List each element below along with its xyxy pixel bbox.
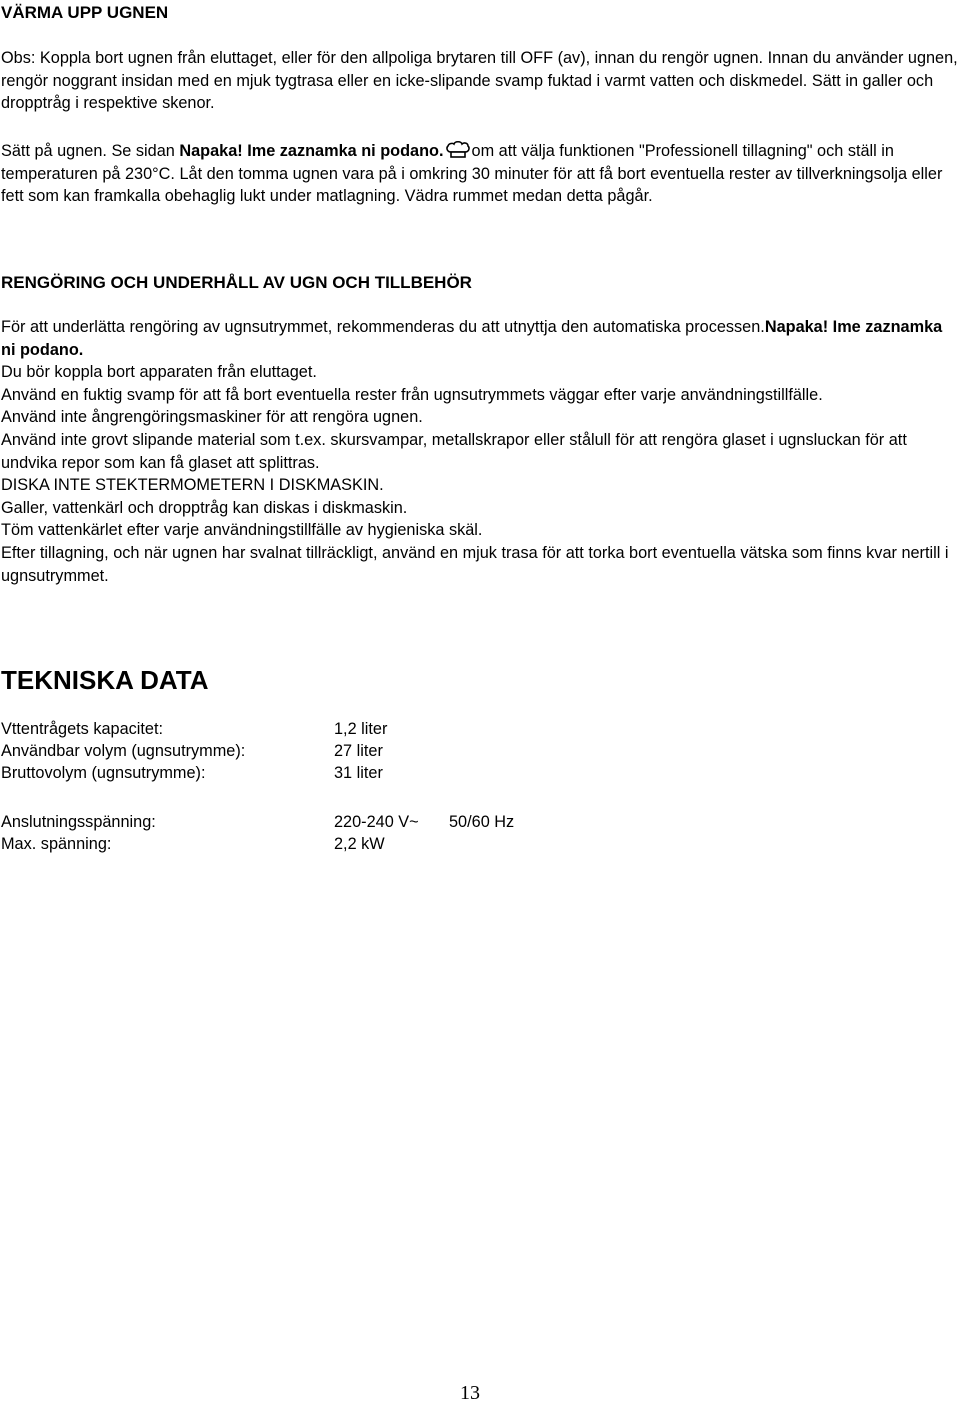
heading-rengoring: RENGÖRING OCH UNDERHÅLL AV UGN OCH TILLBEHÖR	[1, 273, 472, 292]
spec-value: 27 liter	[334, 742, 383, 760]
text-segment: om att välja funktionen "Professionell tillagning" och ställ in temperaturen på 230°C. Låt den tomma ugnen vara på i omkring 30 minuter för att få bort eventuella rester av tillverkningsolja eller fett som kan framkalla obehaglig lukt under matlagning. Vädra rummet medan detta pågår.	[1, 142, 943, 206]
cleaning-line: Töm vattenkärlet efter varje användningstillfälle av hygieniska skäl.	[1, 521, 483, 540]
spec-frequency: 50/60 Hz	[449, 813, 515, 831]
cleaning-line: DISKA INTE STEKTERMOMETERN I DISKMASKIN.	[1, 476, 384, 495]
paragraph-intro: Obs: Koppla bort ugnen från eluttaget, eller för den allpoliga brytaren till OFF (av), innan du rengör ugnen. Innan du använder ugnen, rengör noggrant insidan med en mjuk tygtrasa eller en icke-slipande svamp fuktad i varmt vatten och diskmedel. Sätt in galler och dropptråg i respektive skenor.	[1, 49, 958, 113]
heading-varma-upp-ugnen: VÄRMA UPP UGNEN	[1, 3, 169, 22]
page-number: 13	[460, 1382, 480, 1404]
cleaning-line: Galler, vattenkärl och dropptråg kan diskas i diskmaskin.	[1, 498, 408, 517]
spec-label: Bruttovolym (ugnsutrymme):	[1, 764, 206, 782]
spec-value: 2,2 kW	[334, 835, 385, 853]
cleaning-intro: För att underlätta rengöring av ugnsutrymmet, rekommenderas du att utnyttja den automatiska processen.Napaka! Ime zaznamka ni podano.	[1, 318, 943, 359]
chef-hat-icon	[445, 140, 471, 158]
cleaning-line: Efter tillagning, och när ugnen har svalnat tillräckligt, använd en mjuk trasa för att torka bort eventuella vätska som finns kvar nertill i ugnsutrymmet.	[1, 543, 949, 585]
cleaning-line: Använd en fuktig svamp för att få bort eventuella rester från ugnsutrymmets väggar efter varje användningstillfälle.	[1, 385, 823, 404]
error-bookmark-text: Napaka! Ime zaznamka ni podano.	[1, 318, 943, 359]
spec-value: 31 liter	[334, 764, 383, 782]
spec-label: Max. spänning:	[1, 835, 112, 853]
spec-value: 1,2 liter	[334, 720, 388, 738]
cleaning-line: Använd inte grovt slipande material som t.ex. skursvampar, metallskrapor eller stålull för att rengöra glaset i ugnsluckan för att undvika repor som kan få glaset att splittras.	[1, 430, 907, 472]
cleaning-instructions	[1, 316, 959, 587]
heading-tekniska-data: TEKNISKA DATA	[1, 665, 209, 695]
cleaning-line: Du bör koppla bort apparaten från eluttaget.	[1, 363, 317, 382]
error-bookmark-text: Napaka! Ime zaznamka ni podano.	[179, 142, 444, 160]
spec-label: Anslutningsspänning:	[1, 813, 156, 831]
spec-label: Vttentrågets kapacitet:	[1, 720, 164, 738]
spec-value: 220-240 V~	[334, 813, 419, 831]
text-segment: Sätt på ugnen. Se sidan	[1, 142, 180, 160]
cleaning-line: Använd inte ångrengöringsmaskiner för att rengöra ugnen.	[1, 408, 423, 427]
paragraph-start-oven	[1, 140, 959, 208]
spec-label: Användbar volym (ugnsutrymme):	[1, 742, 246, 760]
